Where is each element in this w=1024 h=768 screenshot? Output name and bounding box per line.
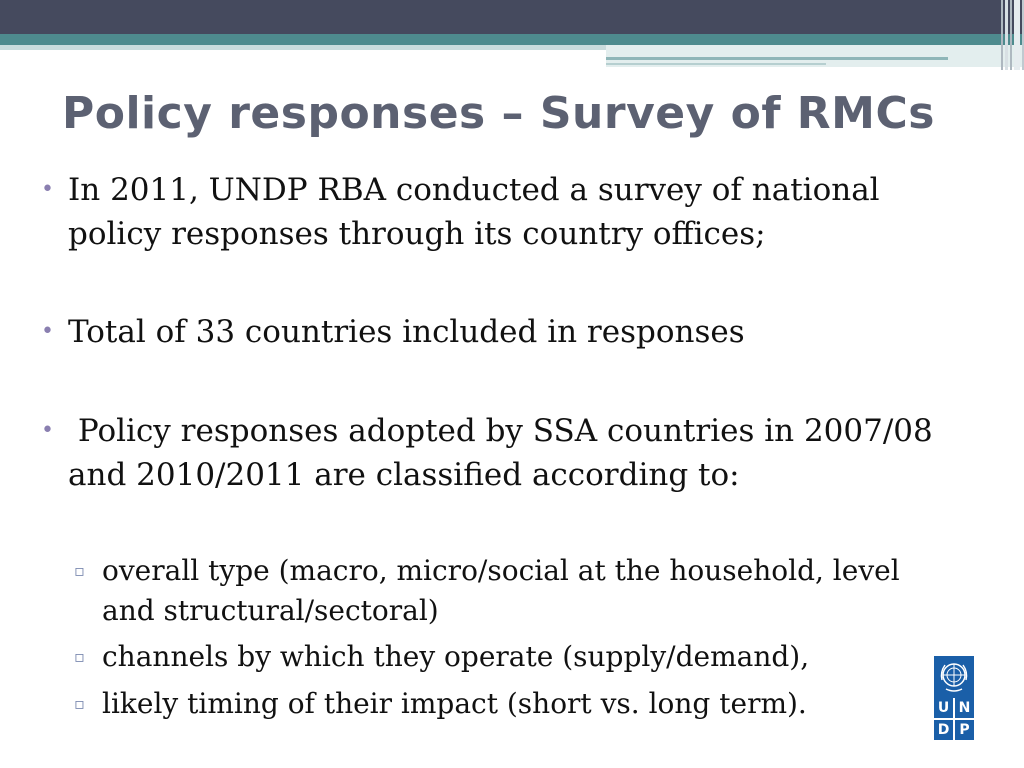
bullet-1 bbox=[41, 168, 988, 256]
sub-bullet-marker: ▫ bbox=[74, 561, 85, 580]
bullet-marker: • bbox=[41, 418, 54, 443]
sub-bullet-marker: ▫ bbox=[74, 694, 85, 713]
sub-bullet-1-line-2: and structural/sectoral) bbox=[102, 594, 439, 627]
undp-letters bbox=[934, 698, 974, 740]
sub-bullet-marker: ▫ bbox=[74, 647, 85, 666]
logo-letter-p: P bbox=[955, 720, 974, 740]
bullet-1-line-2: policy responses through its country offices; bbox=[68, 216, 766, 252]
logo-letter-d: D bbox=[934, 720, 953, 740]
bullet-3-line-1: Policy responses adopted by SSA countries in 2007/08 bbox=[68, 413, 933, 449]
bullet-marker: • bbox=[41, 177, 54, 202]
bullet-1-line-1: In 2011, UNDP RBA conducted a survey of national bbox=[68, 172, 880, 208]
un-emblem-icon bbox=[936, 658, 972, 696]
bullet-marker: • bbox=[41, 319, 54, 344]
sub-bullet-1 bbox=[74, 551, 982, 631]
bullet-2 bbox=[41, 310, 988, 354]
logo-letter-u: U bbox=[934, 698, 953, 718]
sub-bullet-3-line-1: likely timing of their impact (short vs. long term). bbox=[102, 687, 807, 720]
sub-bullet-2 bbox=[74, 637, 982, 677]
sub-bullet-3 bbox=[74, 684, 982, 724]
bullet-3-line-2: and 2010/2011 are classified according to: bbox=[68, 457, 740, 493]
sub-bullet-2-line-1: channels by which they operate (supply/demand), bbox=[102, 640, 810, 673]
sub-bullet-1-line-1: overall type (macro, micro/social at the household, level bbox=[102, 554, 900, 587]
undp-logo bbox=[934, 656, 974, 740]
logo-letter-n: N bbox=[955, 698, 974, 718]
bullet-2-line-1: Total of 33 countries included in responses bbox=[68, 314, 745, 350]
bullet-3 bbox=[41, 409, 988, 497]
slide-title: Policy responses – Survey of RMCs bbox=[62, 88, 935, 139]
